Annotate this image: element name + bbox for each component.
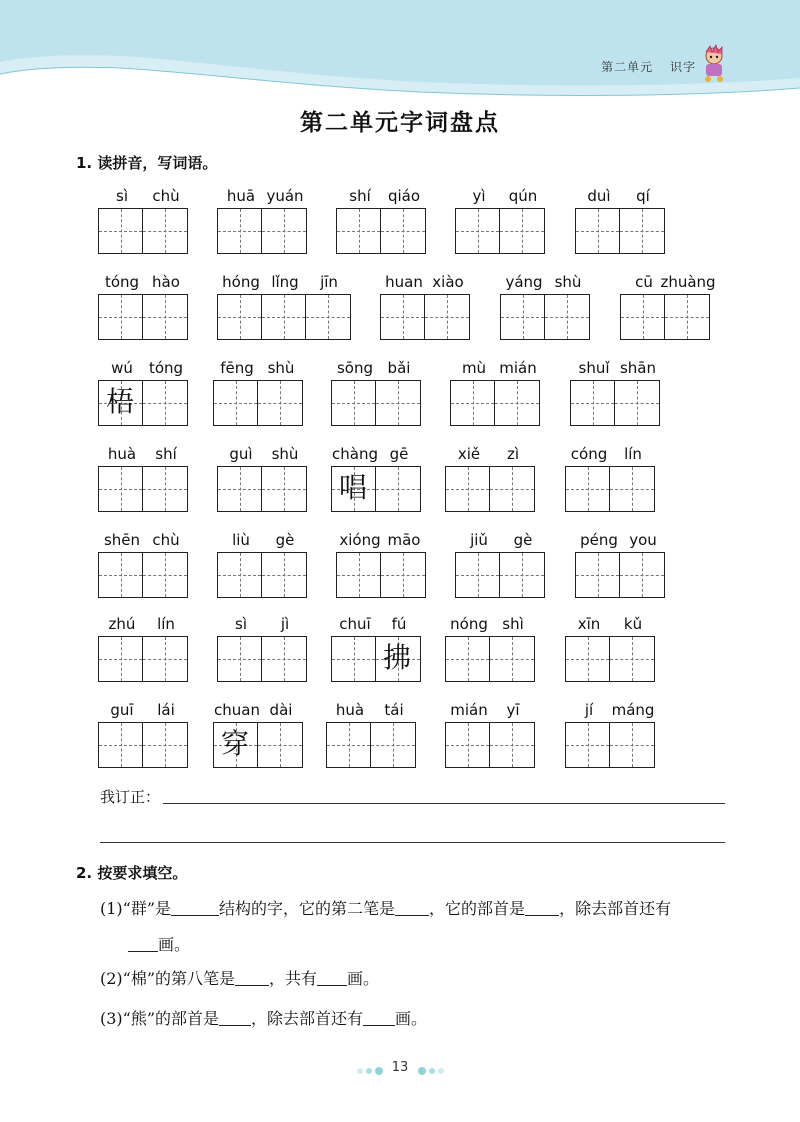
pinyin-label (331, 444, 419, 464)
pinyin-label (98, 186, 186, 206)
pinyin-syllable: guì (229, 445, 253, 463)
q1-blank-second-stroke[interactable] (395, 901, 429, 916)
writing-cell[interactable] (456, 553, 500, 597)
writing-cell[interactable] (143, 637, 187, 681)
pinyin-label (445, 700, 533, 720)
writing-boxes (98, 722, 188, 768)
writing-cell[interactable] (99, 381, 143, 425)
pinyin-syllable: bǎi (387, 359, 411, 377)
writing-boxes (336, 552, 426, 598)
writing-cell[interactable] (621, 295, 665, 339)
pinyin-label (98, 272, 186, 292)
pinyin-syllable: máng (611, 701, 655, 719)
writing-cell[interactable] (665, 295, 709, 339)
word-item (620, 272, 716, 342)
pinyin-label (331, 614, 419, 634)
pinyin-syllable: huà (335, 701, 365, 719)
writing-boxes (565, 722, 655, 768)
word-item (213, 700, 304, 770)
pinyin-syllable: yáng (505, 273, 543, 291)
pinyin-syllable: chuan (214, 701, 260, 719)
page-number: 13 (391, 1060, 409, 1075)
q2-text-c: 画。 (347, 969, 380, 988)
writing-boxes (217, 208, 307, 254)
pinyin-syllable: xiě (457, 445, 481, 463)
writing-boxes (331, 636, 421, 682)
pinyin-label (570, 358, 658, 378)
pinyin-syllable: lái (157, 701, 175, 719)
pinyin-syllable: chù (152, 187, 180, 205)
pinyin-label (217, 614, 305, 634)
pinyin-syllable: zì (506, 445, 520, 463)
pinyin-syllable: kǔ (623, 615, 643, 633)
writing-cell[interactable] (218, 209, 262, 253)
pinyin-syllable: gè (275, 531, 295, 549)
correction-line-1[interactable] (163, 803, 725, 804)
question-1-line-1 (100, 896, 671, 919)
writing-cell[interactable] (218, 553, 262, 597)
writing-cell[interactable] (218, 467, 262, 511)
writing-boxes (331, 380, 421, 426)
pinyin-syllable: yì (472, 187, 486, 205)
pinyin-syllable: shù (271, 445, 299, 463)
pinyin-syllable: tóng (104, 273, 140, 291)
pinyin-label (336, 186, 424, 206)
word-item (380, 272, 471, 342)
pinyin-label (98, 530, 186, 550)
writing-cell[interactable] (571, 381, 615, 425)
writing-boxes (575, 208, 665, 254)
writing-cell[interactable] (500, 553, 544, 597)
pinyin-syllable: xióng (339, 531, 381, 549)
pinyin-syllable: shù (267, 359, 295, 377)
writing-boxes (445, 722, 535, 768)
pinyin-label (445, 614, 533, 634)
mascot-icon (698, 44, 730, 84)
writing-cell[interactable] (620, 209, 664, 253)
word-item (98, 272, 189, 342)
pinyin-syllable: guī (110, 701, 134, 719)
writing-boxes (98, 380, 188, 426)
word-item (217, 186, 308, 256)
q1-text-a: (1)“群”是 (100, 899, 172, 918)
header-label (589, 58, 696, 75)
writing-cell[interactable] (99, 467, 143, 511)
writing-cell[interactable] (143, 553, 187, 597)
writing-boxes (575, 552, 665, 598)
writing-cell[interactable] (99, 637, 143, 681)
writing-cell[interactable] (262, 209, 306, 253)
word-item (217, 272, 352, 342)
writing-cell[interactable] (99, 553, 143, 597)
pinyin-label (575, 530, 663, 550)
writing-cell[interactable] (501, 295, 545, 339)
writing-boxes (500, 294, 590, 340)
writing-boxes (217, 294, 351, 340)
page-title: 第二单元字词盘点 (300, 109, 500, 136)
writing-cell[interactable] (332, 637, 376, 681)
word-item (331, 614, 422, 684)
writing-cell[interactable] (610, 637, 654, 681)
writing-cell[interactable] (376, 637, 420, 681)
word-item (98, 530, 189, 600)
pinyin-label (326, 700, 414, 720)
word-item (98, 444, 189, 514)
writing-cell[interactable] (566, 723, 610, 767)
word-item (565, 614, 656, 684)
pinyin-syllable: sōng (336, 359, 374, 377)
pinyin-label (217, 186, 305, 206)
section-1-heading: 1. 读拼音，写词语。 (76, 154, 218, 172)
word-item (565, 444, 656, 514)
writing-boxes (213, 722, 303, 768)
writing-cell[interactable] (425, 295, 469, 339)
writing-boxes (380, 294, 470, 340)
writing-boxes (213, 380, 303, 426)
pinyin-syllable: lǐng (271, 273, 299, 291)
pinyin-syllable: shuǐ (578, 359, 610, 377)
pinyin-syllable: shān (619, 359, 657, 377)
q3-blank-radical[interactable] (219, 1011, 251, 1026)
pinyin-syllable: jīn (320, 273, 338, 291)
pinyin-syllable: duì (587, 187, 611, 205)
word-item (98, 614, 189, 684)
writing-boxes (98, 294, 188, 340)
writing-cell[interactable] (218, 295, 262, 339)
writing-cell[interactable] (337, 209, 381, 253)
word-item (217, 444, 308, 514)
pinyin-syllable: huā (226, 187, 256, 205)
q1-blank-radical[interactable] (525, 901, 559, 916)
pinyin-label (98, 358, 186, 378)
prefilled-character: 唱 (339, 471, 368, 504)
writing-boxes (445, 466, 535, 512)
writing-boxes (326, 722, 416, 768)
writing-cell[interactable] (371, 723, 415, 767)
pinyin-syllable: zhú (108, 615, 136, 633)
writing-boxes (565, 466, 655, 512)
writing-boxes (450, 380, 540, 426)
pinyin-syllable: hóng (222, 273, 260, 291)
writing-cell[interactable] (143, 381, 187, 425)
word-item (98, 186, 189, 256)
writing-cell[interactable] (218, 637, 262, 681)
pinyin-label (565, 444, 653, 464)
pinyin-syllable: shù (554, 273, 582, 291)
pinyin-label (450, 358, 538, 378)
pinyin-label (455, 186, 543, 206)
pinyin-syllable: cóng (570, 445, 608, 463)
writing-cell[interactable] (332, 381, 376, 425)
q2-text-b: ，共有 (269, 969, 318, 988)
writing-cell[interactable] (376, 381, 420, 425)
prefilled-character: 穿 (221, 727, 250, 760)
word-item (326, 700, 417, 770)
pinyin-syllable: yuán (266, 187, 304, 205)
writing-cell[interactable] (490, 637, 534, 681)
writing-cell[interactable] (143, 295, 187, 339)
writing-cell[interactable] (381, 209, 425, 253)
writing-boxes (98, 636, 188, 682)
pinyin-syllable: tóng (148, 359, 184, 377)
pinyin-syllable: you (629, 531, 657, 549)
writing-boxes (565, 636, 655, 682)
pinyin-label (500, 272, 588, 292)
q2-blank-total-strokes[interactable] (317, 971, 347, 986)
pinyin-syllable: huan (385, 273, 423, 291)
writing-cell[interactable] (99, 209, 143, 253)
writing-boxes (445, 636, 535, 682)
q3-text-c: 画。 (395, 1009, 428, 1028)
word-item (565, 700, 656, 770)
pinyin-label (455, 530, 543, 550)
pinyin-syllable: shí (155, 445, 177, 463)
pinyin-syllable: lín (624, 445, 642, 463)
writing-cell[interactable] (262, 295, 306, 339)
word-item (336, 530, 427, 600)
pinyin-syllable: gè (513, 531, 533, 549)
pinyin-syllable: sì (235, 615, 247, 633)
writing-cell[interactable] (566, 637, 610, 681)
pinyin-syllable: zhuàng (660, 273, 716, 291)
pinyin-syllable: cū (635, 273, 653, 291)
writing-cell[interactable] (262, 553, 306, 597)
writing-cell[interactable] (214, 381, 258, 425)
writing-cell[interactable] (337, 553, 381, 597)
writing-cell[interactable] (262, 467, 306, 511)
q2-text-a: (2)“棉”的第八笔是 (100, 969, 236, 988)
q1-text-b: 结构的字，它的第二笔是 (219, 899, 396, 918)
pinyin-syllable: qí (636, 187, 650, 205)
word-item (336, 186, 427, 256)
writing-boxes (217, 466, 307, 512)
word-item (575, 186, 666, 256)
writing-cell[interactable] (576, 553, 620, 597)
writing-cell[interactable] (376, 467, 420, 511)
pinyin-label (575, 186, 663, 206)
writing-boxes (217, 552, 307, 598)
writing-cell[interactable] (490, 723, 534, 767)
question-3 (100, 1006, 427, 1029)
pinyin-syllable: liù (232, 531, 250, 549)
writing-cell[interactable] (381, 553, 425, 597)
footer-dot (418, 1067, 426, 1075)
writing-cell[interactable] (143, 209, 187, 253)
pinyin-label (565, 614, 653, 634)
pinyin-label (213, 700, 301, 720)
writing-boxes (217, 636, 307, 682)
header-wave-band (0, 0, 800, 110)
word-item (455, 186, 546, 256)
writing-cell[interactable] (306, 295, 350, 339)
q1-text-c: ，它的部首是 (429, 899, 526, 918)
word-item (331, 444, 422, 514)
q3-text-a: (3)“熊”的部首是 (100, 1009, 220, 1028)
word-item (445, 700, 536, 770)
pinyin-syllable: yī (506, 701, 520, 719)
pinyin-syllable: nóng (450, 615, 488, 633)
q1-blank-structure[interactable] (171, 901, 219, 916)
writing-cell[interactable] (258, 381, 302, 425)
q2-blank-eighth-stroke[interactable] (235, 971, 269, 986)
word-item (500, 272, 591, 342)
word-item (455, 530, 546, 600)
pinyin-syllable: dài (269, 701, 293, 719)
pinyin-label (380, 272, 468, 292)
q1-text-e: 画。 (158, 935, 191, 954)
writing-cell[interactable] (143, 467, 187, 511)
q3-text-b: ，除去部首还有 (251, 1009, 364, 1028)
pinyin-label (565, 700, 653, 720)
q3-blank-remaining-strokes[interactable] (363, 1011, 395, 1026)
pinyin-syllable: shí (349, 187, 371, 205)
pinyin-syllable: wú (111, 359, 133, 377)
word-item (445, 444, 536, 514)
prefilled-character: 梧 (106, 385, 135, 418)
pinyin-syllable: fú (391, 615, 407, 633)
word-item (213, 358, 304, 428)
footer-dot (429, 1068, 435, 1074)
pinyin-syllable: mián (450, 701, 488, 719)
pinyin-syllable: qún (508, 187, 538, 205)
word-item (217, 530, 308, 600)
word-item (217, 614, 308, 684)
pinyin-syllable: jí (584, 701, 594, 719)
pinyin-label (445, 444, 533, 464)
writing-cell[interactable] (615, 381, 659, 425)
pinyin-label (217, 272, 349, 292)
pinyin-syllable: qiáo (387, 187, 421, 205)
word-item (98, 358, 189, 428)
word-item (331, 358, 422, 428)
correction-line-2[interactable] (100, 842, 725, 843)
pinyin-label (336, 530, 424, 550)
pinyin-syllable: xiào (432, 273, 464, 291)
writing-cell[interactable] (566, 467, 610, 511)
section-2-heading: 2. 按要求填空。 (76, 864, 188, 882)
writing-cell[interactable] (332, 467, 376, 511)
writing-boxes (570, 380, 660, 426)
writing-cell[interactable] (610, 723, 654, 767)
word-item (450, 358, 541, 428)
pinyin-syllable: mù (461, 359, 487, 377)
prefilled-character: 拂 (383, 641, 412, 674)
writing-boxes (455, 552, 545, 598)
unit-label: 第二单元 (601, 60, 654, 74)
writing-cell[interactable] (446, 467, 490, 511)
word-item (445, 614, 536, 684)
writing-boxes (331, 466, 421, 512)
pinyin-label (217, 444, 305, 464)
q1-text-d: ，除去部首还有 (559, 899, 672, 918)
pinyin-syllable: chàng (332, 445, 378, 463)
writing-cell[interactable] (500, 209, 544, 253)
word-item (570, 358, 661, 428)
writing-cell[interactable] (446, 723, 490, 767)
writing-cell[interactable] (490, 467, 534, 511)
pinyin-syllable: jiǔ (470, 531, 488, 549)
writing-boxes (98, 466, 188, 512)
pinyin-syllable: hào (152, 273, 180, 291)
pinyin-syllable: lín (157, 615, 175, 633)
writing-cell[interactable] (610, 467, 654, 511)
pinyin-syllable: chù (152, 531, 180, 549)
pinyin-syllable: jì (280, 615, 290, 633)
writing-cell[interactable] (545, 295, 589, 339)
pinyin-label (620, 272, 716, 292)
pinyin-syllable: shì (502, 615, 524, 633)
writing-cell[interactable] (576, 209, 620, 253)
writing-cell[interactable] (495, 381, 539, 425)
writing-boxes (98, 552, 188, 598)
pinyin-syllable: péng (580, 531, 618, 549)
word-item (98, 700, 189, 770)
pinyin-syllable: sì (116, 187, 128, 205)
pinyin-syllable: xīn (577, 615, 601, 633)
pinyin-syllable: tái (384, 701, 404, 719)
question-1-line-2 (128, 932, 190, 955)
writing-boxes (98, 208, 188, 254)
pinyin-label (213, 358, 301, 378)
section-label: 识字 (669, 60, 696, 74)
word-item (575, 530, 666, 600)
pinyin-syllable: shēn (103, 531, 141, 549)
pinyin-syllable: gē (389, 445, 409, 463)
pinyin-label (98, 444, 186, 464)
writing-cell[interactable] (451, 381, 495, 425)
pinyin-syllable: fēng (220, 359, 254, 377)
pinyin-label (98, 700, 186, 720)
writing-cell[interactable] (99, 295, 143, 339)
writing-cell[interactable] (214, 723, 258, 767)
writing-boxes (336, 208, 426, 254)
pinyin-syllable: huà (107, 445, 137, 463)
pinyin-label (217, 530, 305, 550)
writing-cell[interactable] (381, 295, 425, 339)
writing-cell[interactable] (327, 723, 371, 767)
writing-cell[interactable] (99, 723, 143, 767)
correction-label: 我订正： (100, 788, 161, 806)
q1-blank-remaining-strokes[interactable] (128, 937, 158, 952)
writing-cell[interactable] (262, 637, 306, 681)
question-2 (100, 966, 379, 989)
pinyin-label (98, 614, 186, 634)
writing-boxes (455, 208, 545, 254)
writing-cell[interactable] (620, 553, 664, 597)
pinyin-syllable: mián (499, 359, 537, 377)
writing-cell[interactable] (456, 209, 500, 253)
pinyin-label (331, 358, 419, 378)
writing-cell[interactable] (143, 723, 187, 767)
pinyin-syllable: māo (387, 531, 421, 549)
writing-boxes (620, 294, 710, 340)
pinyin-syllable: chuī (339, 615, 371, 633)
footer-dot (438, 1068, 444, 1074)
writing-cell[interactable] (446, 637, 490, 681)
writing-cell[interactable] (258, 723, 302, 767)
